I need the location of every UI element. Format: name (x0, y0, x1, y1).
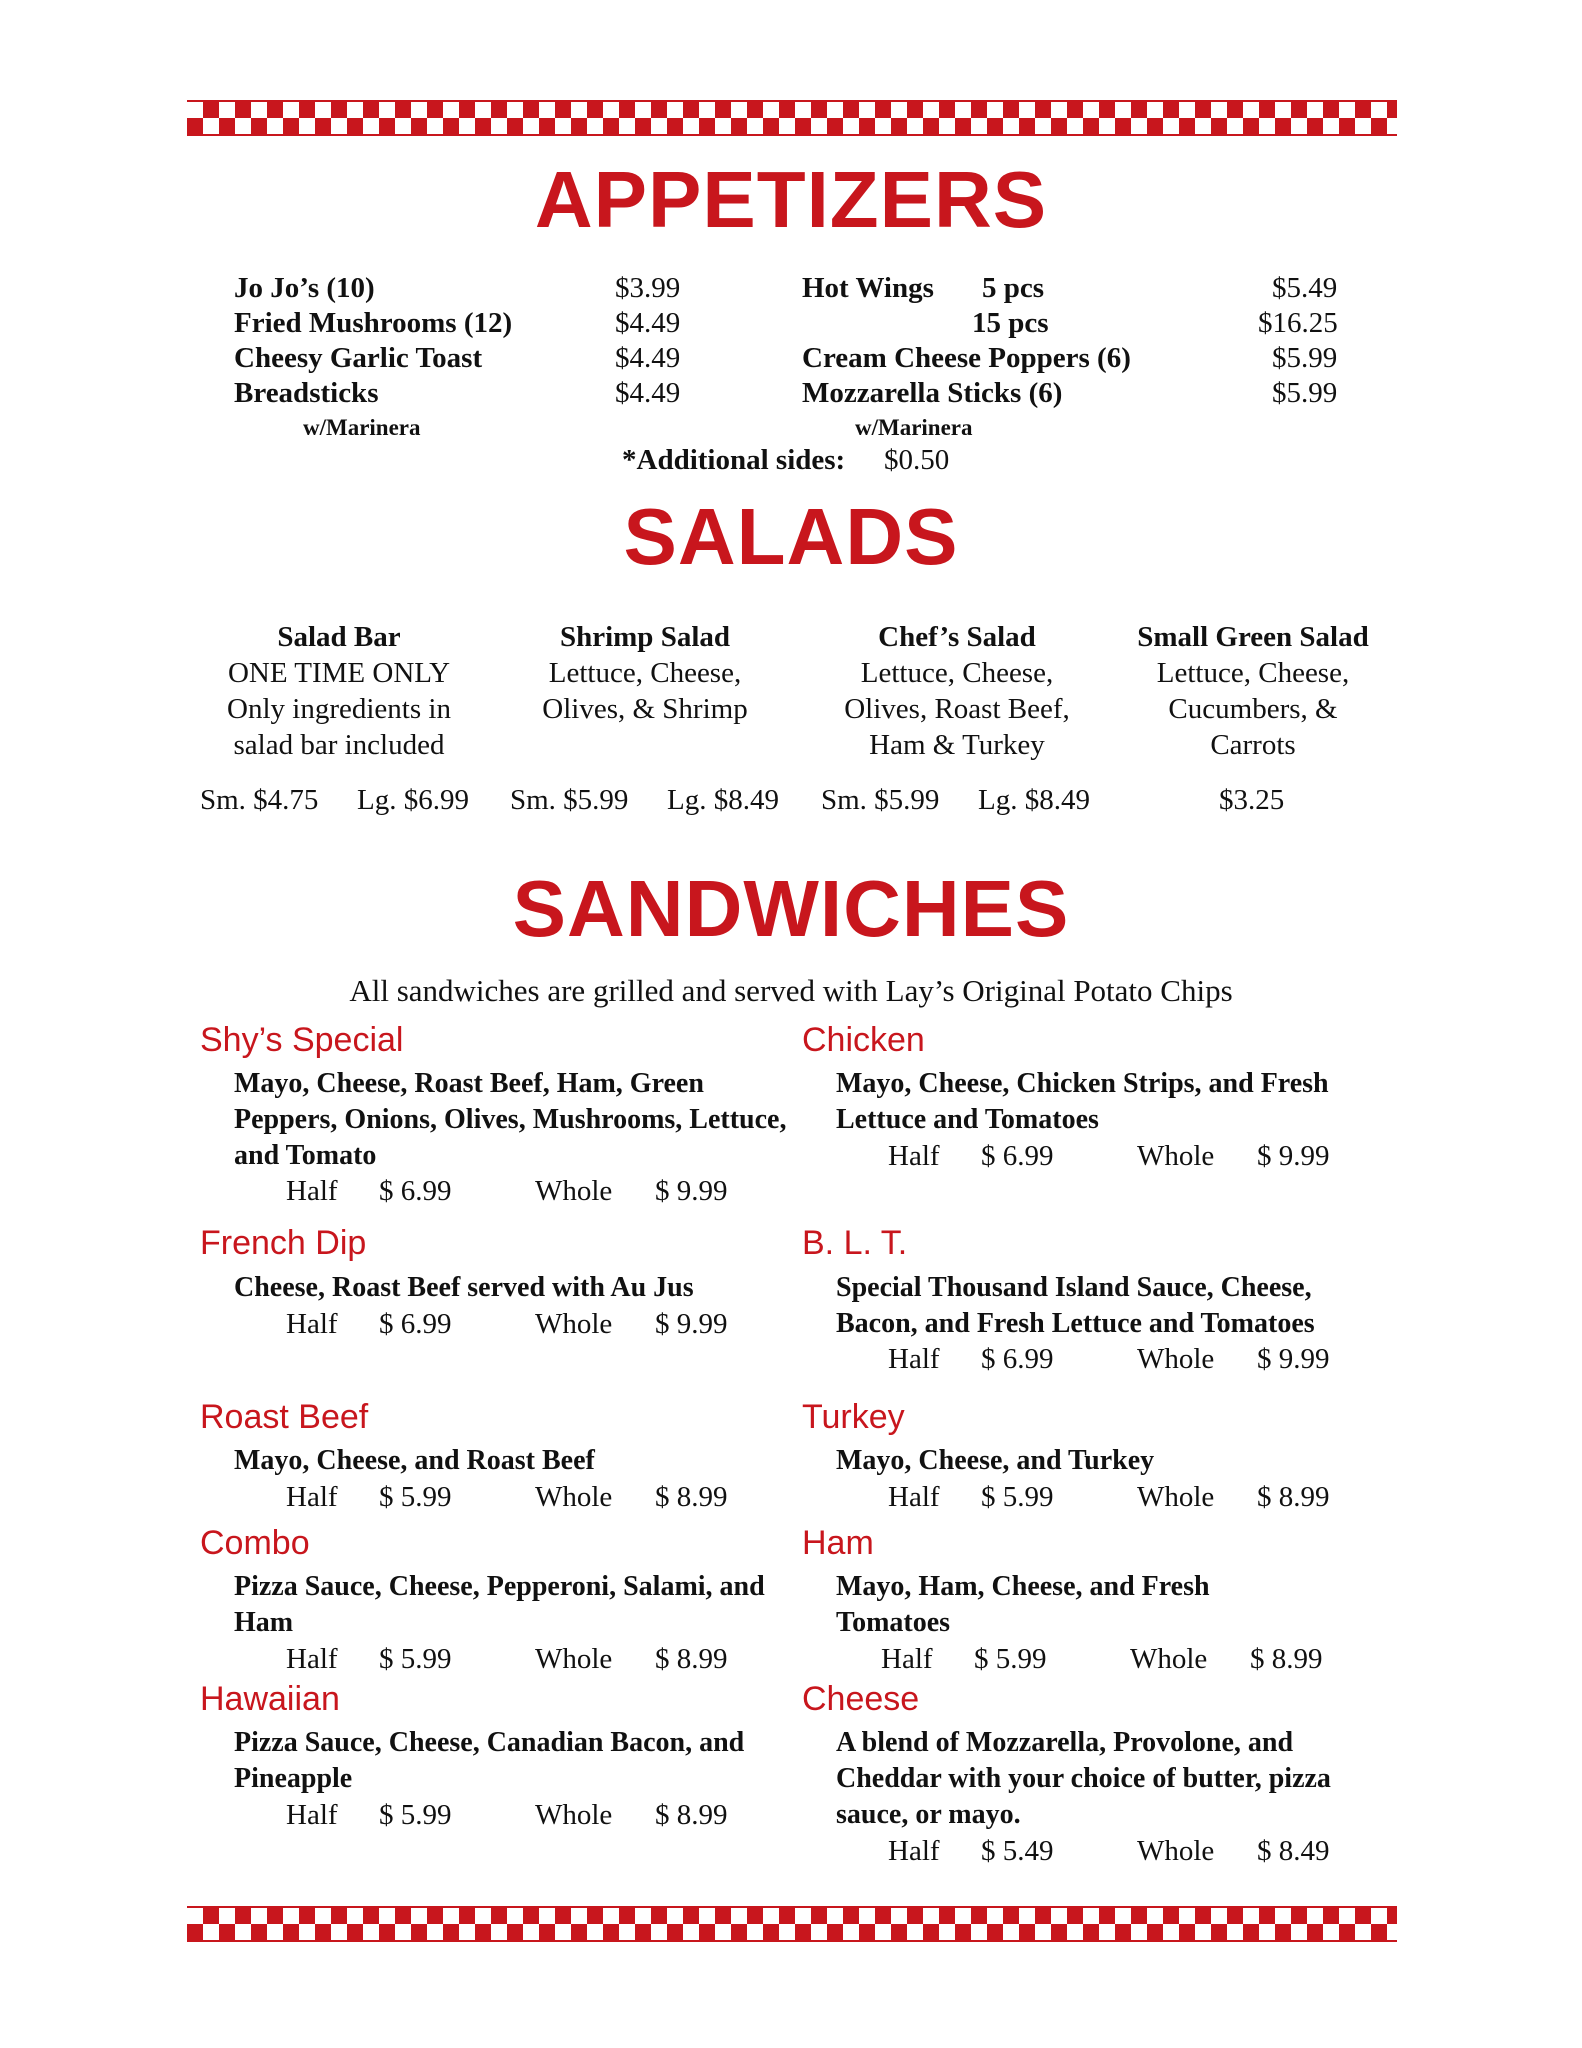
half-price: $ 5.49 (981, 1835, 1054, 1867)
sandwich-name: B. L. T. (802, 1224, 908, 1262)
whole-price: $ 8.99 (1250, 1643, 1323, 1675)
salad-name: Salad Bar (277, 621, 401, 653)
whole-price: $ 8.99 (1257, 1481, 1330, 1513)
sandwich-name: Shy’s Special (200, 1021, 404, 1059)
salad-description: Only ingredients in (227, 693, 451, 725)
salad-description: ONE TIME ONLY (227, 657, 451, 689)
half-label: Half (888, 1481, 940, 1513)
appetizer-name: Cheesy Garlic Toast (234, 342, 483, 374)
salad-name: Shrimp Salad (559, 621, 731, 653)
half-label: Half (286, 1643, 338, 1675)
appetizer-note: w/Marinera (303, 415, 421, 440)
salad-price-small: Sm. $5.99 (510, 784, 629, 816)
appetizer-price: $4.49 (615, 307, 681, 339)
salad-price-large: Lg. $8.49 (978, 784, 1090, 816)
salad-price-small: Sm. $5.99 (821, 784, 940, 816)
half-price: $ 6.99 (379, 1175, 452, 1207)
appetizer-portion: 5 pcs (982, 272, 1045, 304)
whole-price: $ 8.99 (655, 1643, 728, 1675)
appetizers-heading: APPETIZERS (534, 155, 1048, 244)
salad-item (194, 619, 484, 763)
salad-item (1108, 619, 1398, 763)
salad-description: Lettuce, Cheese, (548, 657, 742, 689)
half-price: $ 5.99 (981, 1481, 1054, 1513)
whole-price: $ 8.99 (655, 1481, 728, 1513)
half-label: Half (286, 1799, 338, 1831)
salad-description: salad bar included (233, 729, 445, 761)
appetizer-price: $16.25 (1258, 307, 1338, 339)
whole-price: $ 8.49 (1257, 1835, 1330, 1867)
sandwich-description: A blend of Mozzarella, Provolone, and Cheddar with your choice of butter, pizza sauce, or mayo. (836, 1727, 1331, 1830)
appetizer-name: Breadsticks (234, 377, 379, 409)
sandwich-name: Cheese (802, 1680, 920, 1718)
sandwich-description: Pizza Sauce, Cheese, Canadian Bacon, and Pineapple (234, 1727, 745, 1794)
appetizer-name: Cream Cheese Poppers (6) (802, 342, 1131, 374)
salad-description: Lettuce, Cheese, (860, 657, 1054, 689)
half-label: Half (286, 1481, 338, 1513)
appetizer-price: $5.99 (1272, 377, 1338, 409)
sandwich-description: Mayo, Cheese, Chicken Strips, and Fresh Lettuce and Tomatoes (836, 1068, 1329, 1135)
salad-name: Chef’s Salad (878, 621, 1036, 653)
sandwich-name: Roast Beef (200, 1398, 369, 1436)
whole-label: Whole (1130, 1643, 1208, 1675)
whole-label: Whole (535, 1175, 613, 1207)
salad-description: Cucumbers, & (1168, 693, 1338, 725)
salad-price-large: Lg. $8.49 (667, 784, 779, 816)
half-label: Half (286, 1308, 338, 1340)
half-price: $ 6.99 (981, 1140, 1054, 1172)
whole-label: Whole (1137, 1481, 1215, 1513)
whole-label: Whole (1137, 1140, 1215, 1172)
half-price: $ 5.99 (379, 1643, 452, 1675)
sandwich-description: Mayo, Ham, Cheese, and Fresh Tomatoes (836, 1571, 1210, 1638)
half-label: Half (881, 1643, 933, 1675)
sandwich-name: French Dip (200, 1224, 367, 1262)
half-price: $ 6.99 (379, 1308, 452, 1340)
appetizer-name: Jo Jo’s (10) (234, 272, 375, 304)
sandwich-name: Hawaiian (200, 1680, 340, 1718)
additional-sides-label: *Additional sides: (622, 444, 846, 476)
sandwich-name: Ham (802, 1524, 874, 1562)
salad-price-small: Sm. $4.75 (200, 784, 319, 816)
whole-price: $ 9.99 (1257, 1343, 1330, 1375)
sandwich-description: Cheese, Roast Beef served with Au Jus (234, 1272, 694, 1303)
appetizer-name: Hot Wings (802, 272, 934, 304)
sandwiches-subtitle: All sandwiches are grilled and served with Lay’s Original Potato Chips (349, 973, 1233, 1008)
whole-label: Whole (535, 1799, 613, 1831)
appetizer-portion: 15 pcs (972, 307, 1049, 339)
whole-price: $ 9.99 (655, 1308, 728, 1340)
salad-description: Olives, Roast Beef, (844, 693, 1070, 725)
salad-item (812, 619, 1102, 763)
sandwich-description: Pizza Sauce, Cheese, Pepperoni, Salami, and Ham (234, 1571, 765, 1638)
salads-heading: SALADS (623, 492, 959, 581)
salad-description: Olives, & Shrimp (542, 693, 748, 725)
whole-label: Whole (1137, 1343, 1215, 1375)
salad-item (500, 619, 790, 727)
salad-description: Carrots (1210, 729, 1296, 761)
salad-price-large: Lg. $6.99 (357, 784, 469, 816)
appetizer-name: Mozzarella Sticks (6) (802, 377, 1063, 409)
appetizer-name: Fried Mushrooms (12) (234, 307, 513, 339)
appetizer-note: w/Marinera (855, 415, 973, 440)
sandwich-name: Combo (200, 1524, 310, 1562)
appetizer-price: $4.49 (615, 342, 681, 374)
half-label: Half (286, 1175, 338, 1207)
half-price: $ 5.99 (379, 1481, 452, 1513)
half-label: Half (888, 1835, 940, 1867)
sandwich-description: Mayo, Cheese, and Turkey (836, 1445, 1155, 1476)
sandwich-description: Mayo, Cheese, Roast Beef, Ham, Green Peppers, Onions, Olives, Mushrooms, Lettuce, and Tomato (234, 1068, 787, 1171)
appetizer-price: $4.49 (615, 377, 681, 409)
sandwich-name: Chicken (802, 1021, 925, 1059)
appetizer-price: $5.99 (1272, 342, 1338, 374)
additional-sides-price: $0.50 (884, 444, 950, 476)
whole-price: $ 9.99 (1257, 1140, 1330, 1172)
appetizer-price: $5.49 (1272, 272, 1338, 304)
half-label: Half (888, 1140, 940, 1172)
sandwich-description: Special Thousand Island Sauce, Cheese, Bacon, and Fresh Lettuce and Tomatoes (836, 1272, 1315, 1339)
whole-label: Whole (535, 1481, 613, 1513)
half-price: $ 6.99 (981, 1343, 1054, 1375)
sandwiches-heading: SANDWICHES (512, 864, 1070, 953)
whole-label: Whole (535, 1643, 613, 1675)
checkered-border-top (187, 100, 1397, 136)
whole-price: $ 8.99 (655, 1799, 728, 1831)
salad-description: Lettuce, Cheese, (1156, 657, 1350, 689)
salad-description: Ham & Turkey (869, 729, 1045, 761)
whole-price: $ 9.99 (655, 1175, 728, 1207)
whole-label: Whole (1137, 1835, 1215, 1867)
salad-name: Small Green Salad (1137, 621, 1369, 653)
whole-label: Whole (535, 1308, 613, 1340)
appetizer-price: $3.99 (615, 272, 681, 304)
salad-price: $3.25 (1219, 784, 1285, 816)
half-label: Half (888, 1343, 940, 1375)
sandwich-description: Mayo, Cheese, and Roast Beef (234, 1445, 595, 1476)
half-price: $ 5.99 (974, 1643, 1047, 1675)
half-price: $ 5.99 (379, 1799, 452, 1831)
checkered-border-bottom (187, 1906, 1397, 1942)
sandwich-name: Turkey (802, 1398, 905, 1436)
